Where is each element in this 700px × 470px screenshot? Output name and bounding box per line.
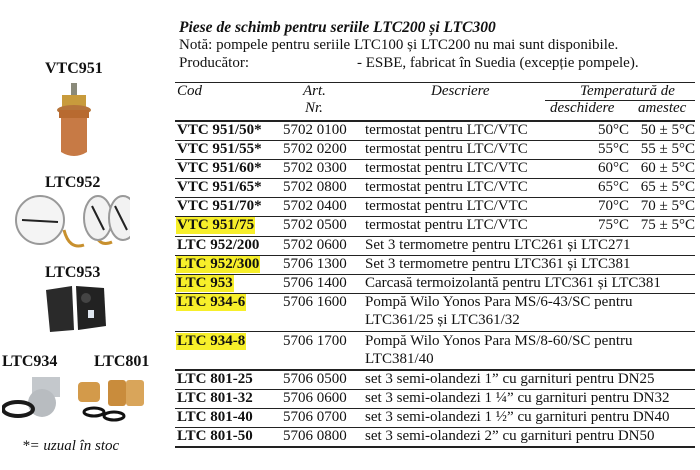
cell-desc: termostat pentru LTC/VTC — [365, 217, 528, 233]
label-ltc801: LTC801 — [94, 353, 150, 370]
cell-desc: termostat pentru LTC/VTC — [365, 160, 528, 176]
cell-desc-line2: LTC381/40 — [365, 351, 434, 367]
cell-open-temp: 50°C — [597, 122, 629, 138]
cell-mix-temp: 75 ± 5°C — [640, 217, 695, 233]
cell-desc: Pompă Wilo Yonos Para MS/8-60/SC pentru — [365, 333, 633, 349]
cell-art: 5706 0700 — [283, 409, 347, 425]
cell-art: 5706 0800 — [283, 428, 347, 444]
cell-art: 5702 0800 — [283, 179, 347, 195]
cell-mix-temp: 50 ± 5°C — [640, 122, 695, 138]
cell-desc: Carcasă termoizolantă pentru LTC361 și LTC381 — [365, 275, 661, 291]
cell-cod: LTC 801-50 — [177, 428, 253, 444]
cell-open-temp: 70°C — [597, 198, 629, 214]
cell-cod: LTC 934-8 — [177, 333, 246, 349]
cell-desc: termostat pentru LTC/VTC — [365, 141, 528, 157]
product-images-column — [0, 0, 170, 470]
page-title: Piese de schimb pentru seriile LTC200 și LTC300 — [179, 19, 496, 36]
label-ltc952: LTC952 — [45, 174, 101, 191]
thermostat-insert-image — [52, 82, 96, 165]
cell-desc: set 3 semi-olandezi 1 ½” cu garnituri pentru DN40 — [365, 409, 670, 425]
cell-cod: LTC 952/200 — [177, 237, 260, 253]
label-ltc934: LTC934 — [2, 353, 58, 370]
table-bottom-rule — [175, 446, 695, 448]
header-cod: Cod — [177, 83, 203, 99]
cell-cod: LTC 952/300 — [177, 256, 260, 272]
cell-cod: VTC 951/65* — [177, 179, 262, 195]
cell-desc: set 3 semi-olandezi 2” cu garnituri pentru DN50 — [365, 428, 655, 444]
cell-art: 5702 0100 — [283, 122, 347, 138]
label-ltc953: LTC953 — [45, 264, 101, 281]
cell-desc: termostat pentru LTC/VTC — [365, 198, 528, 214]
cell-open-temp: 60°C — [597, 160, 629, 176]
cell-art: 5706 1400 — [283, 275, 347, 291]
cell-cod: LTC 934-6 — [177, 294, 246, 310]
cell-cod: LTC 801-25 — [177, 371, 253, 387]
cell-art: 5702 0400 — [283, 198, 347, 214]
cell-art: 5702 0300 — [283, 160, 347, 176]
header-art-line1: Art. — [303, 83, 326, 99]
pump-image — [2, 375, 64, 426]
cell-cod: VTC 951/75 — [177, 217, 255, 233]
cell-mix-temp: 55 ± 5°C — [640, 141, 695, 157]
cell-cod: VTC 951/70* — [177, 198, 262, 214]
cell-cod: LTC 801-32 — [177, 390, 253, 406]
cell-art: 5706 1300 — [283, 256, 347, 272]
cell-art: 5706 1700 — [283, 333, 347, 349]
cell-cod: LTC 801-40 — [177, 409, 253, 425]
header-descriere: Descriere — [431, 83, 490, 99]
cell-mix-temp: 60 ± 5°C — [640, 160, 695, 176]
cell-art: 5706 0600 — [283, 390, 347, 406]
producer-label: Producător: — [179, 55, 249, 71]
header-amestec: amestec — [638, 100, 687, 116]
cell-desc: Set 3 termometre pentru LTC361 și LTC381 — [365, 256, 631, 272]
cell-desc: set 3 semi-olandezi 1 ¼” cu garnituri pentru DN32 — [365, 390, 670, 406]
stock-footnote: *= uzual în stoc — [22, 438, 120, 454]
row-rule — [175, 331, 695, 332]
cell-desc: Set 3 termometre pentru LTC261 și LTC271 — [365, 237, 631, 253]
cell-open-temp: 65°C — [597, 179, 629, 195]
cell-cod: VTC 951/60* — [177, 160, 262, 176]
availability-note: Notă: pompele pentru seriile LTC100 și LTC200 nu mai sunt disponibile. — [179, 37, 619, 53]
cell-desc: Pompă Wilo Yonos Para MS/6-43/SC pentru — [365, 294, 633, 310]
cell-art: 5702 0600 — [283, 237, 347, 253]
cell-mix-temp: 70 ± 5°C — [640, 198, 695, 214]
cell-cod: VTC 951/50* — [177, 122, 262, 138]
producer-value: - ESBE, fabricat în Suedia (excepție pompele). — [357, 55, 639, 71]
producer-line — [179, 55, 699, 72]
cell-desc-line2: LTC361/25 și LTC361/32 — [365, 312, 520, 328]
thermometers-set-image — [14, 190, 130, 257]
cell-desc: termostat pentru LTC/VTC — [365, 179, 528, 195]
half-unions-image — [72, 378, 148, 427]
header-temperatura: Temperatură de — [580, 83, 675, 99]
label-vtc951: VTC951 — [45, 60, 103, 77]
insulation-shell-image — [44, 284, 108, 339]
cell-desc: termostat pentru LTC/VTC — [365, 122, 528, 138]
cell-open-temp: 55°C — [597, 141, 629, 157]
cell-desc: set 3 semi-olandezi 1” cu garnituri pentru DN25 — [365, 371, 655, 387]
cell-cod: LTC 953 — [177, 275, 233, 291]
cell-art: 5706 0500 — [283, 371, 347, 387]
cell-art: 5702 0200 — [283, 141, 347, 157]
header-art-line2: Nr. — [305, 100, 323, 116]
cell-cod: VTC 951/55* — [177, 141, 262, 157]
cell-open-temp: 75°C — [597, 217, 629, 233]
cell-art: 5702 0500 — [283, 217, 347, 233]
cell-art: 5706 1600 — [283, 294, 347, 310]
cell-mix-temp: 65 ± 5°C — [640, 179, 695, 195]
header-deschidere: deschidere — [550, 100, 615, 116]
